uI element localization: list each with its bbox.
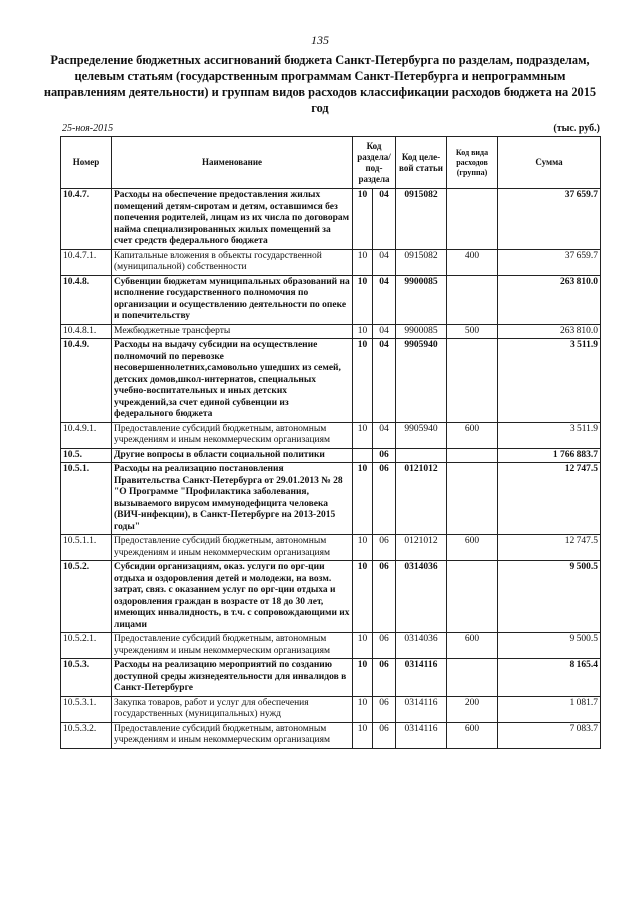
row-name: Предоставление субсидий бюджетным, автономным учреждениям и иным некоммерческим организациям (112, 633, 353, 659)
table-body (61, 189, 601, 749)
row-expense-type (447, 448, 498, 463)
row-target-code: 9905940 (396, 422, 447, 448)
table-row (61, 659, 601, 697)
row-expense-type: 600 (447, 722, 498, 748)
table-row (61, 535, 601, 561)
row-target-code: 0121012 (396, 535, 447, 561)
row-number: 10.5.2. (61, 561, 112, 633)
row-section-code: 10 (353, 633, 373, 659)
row-target-code: 0314116 (396, 696, 447, 722)
row-sum: 12 747.5 (498, 463, 601, 535)
table-row (61, 696, 601, 722)
row-target-code: 0314116 (396, 722, 447, 748)
header-name: Наименование (112, 137, 353, 189)
row-name: Предоставление субсидий бюджетным, автономным учреждениям и иным некоммерческим организациям (112, 422, 353, 448)
row-number: 10.4.9. (61, 339, 112, 423)
row-number: 10.5.3. (61, 659, 112, 697)
row-number: 10.5.1.1. (61, 535, 112, 561)
row-name: Предоставление субсидий бюджетным, автономным учреждениям и иным некоммерческим организациям (112, 535, 353, 561)
row-target-code: 9900085 (396, 275, 447, 324)
document-date: 25-ноя-2015 (62, 123, 114, 134)
table-row (61, 448, 601, 463)
row-name: Расходы на обеспечение предоставления жилых помещений детям-сиротам и детям, оставшимся без попечения родителей, лицам из их числа по договорам найма специализированных жилых помещений за счет средств федерального бюджета (112, 189, 353, 250)
row-section-code: 10 (353, 722, 373, 748)
row-subsection-code: 04 (373, 189, 396, 250)
row-expense-type (447, 275, 498, 324)
row-sum: 1 766 883.7 (498, 448, 601, 463)
row-number: 10.4.7.1. (61, 249, 112, 275)
row-section-code (353, 448, 373, 463)
table-row (61, 422, 601, 448)
header-expense-type: Код вида расходов (группа) (447, 137, 498, 189)
table-row (61, 249, 601, 275)
table-row (61, 561, 601, 633)
row-subsection-code: 06 (373, 722, 396, 748)
row-number: 10.4.7. (61, 189, 112, 250)
row-section-code: 10 (353, 561, 373, 633)
row-section-code: 10 (353, 463, 373, 535)
row-target-code: 9900085 (396, 324, 447, 339)
budget-table (60, 136, 601, 749)
row-name: Субсидии организациям, оказ. услуги по орг-ции отдыха и оздоровления детей и молодежи, на возм. затрат, связ. с оказанием услуг по орг-ции отдыха и оздоровления граждан в возрасте от 18 до 30 лет, имеющих инвалидность, в т.ч. с сопровождающими их лицами (112, 561, 353, 633)
row-target-code: 0314116 (396, 659, 447, 697)
row-expense-type: 600 (447, 633, 498, 659)
row-sum: 37 659.7 (498, 249, 601, 275)
row-subsection-code: 04 (373, 275, 396, 324)
row-expense-type: 500 (447, 324, 498, 339)
row-sum: 9 500.5 (498, 561, 601, 633)
row-subsection-code: 04 (373, 249, 396, 275)
row-section-code: 10 (353, 659, 373, 697)
table-row (61, 275, 601, 324)
row-sum: 8 165.4 (498, 659, 601, 697)
row-name: Межбюджетные трансферты (112, 324, 353, 339)
row-name: Расходы на выдачу субсидии на осуществление полномочий по перевозке несовершеннолетних,самовольно ушедших из семей, детских домов,школ-интернатов, специальных учебно-воспитательных и иных детских учреждений,за счет единой субвенции из федерального бюджета (112, 339, 353, 423)
row-target-code: 0915082 (396, 189, 447, 250)
table-row (61, 463, 601, 535)
row-number: 10.5.1. (61, 463, 112, 535)
row-subsection-code: 06 (373, 659, 396, 697)
row-number: 10.4.8. (61, 275, 112, 324)
row-section-code: 10 (353, 339, 373, 423)
row-section-code: 10 (353, 535, 373, 561)
row-expense-type: 400 (447, 249, 498, 275)
row-subsection-code: 06 (373, 448, 396, 463)
row-section-code: 10 (353, 696, 373, 722)
row-name: Капитальные вложения в объекты государственной (муниципальной) собственности (112, 249, 353, 275)
row-sum: 1 081.7 (498, 696, 601, 722)
row-subsection-code: 06 (373, 696, 396, 722)
table-row (61, 722, 601, 748)
row-sum: 263 810.0 (498, 324, 601, 339)
table-row (61, 324, 601, 339)
row-number: 10.5.3.1. (61, 696, 112, 722)
row-section-code: 10 (353, 275, 373, 324)
row-target-code (396, 448, 447, 463)
row-sum: 3 511.9 (498, 339, 601, 423)
table-row (61, 339, 601, 423)
row-subsection-code: 06 (373, 633, 396, 659)
row-sum: 37 659.7 (498, 189, 601, 250)
row-target-code: 0314036 (396, 633, 447, 659)
row-name: Закупка товаров, работ и услуг для обеспечения государственных (муниципальных) нужд (112, 696, 353, 722)
row-expense-type: 600 (447, 535, 498, 561)
row-expense-type: 600 (447, 422, 498, 448)
row-section-code: 10 (353, 422, 373, 448)
row-expense-type (447, 659, 498, 697)
row-name: Другие вопросы в области социальной политики (112, 448, 353, 463)
row-name: Расходы на реализацию мероприятий по созданию доступной среды жизнедеятельности для инвалидов в Санкт-Петербурге (112, 659, 353, 697)
row-number: 10.5. (61, 448, 112, 463)
header-section-code: Код раздела/ под-раздела (353, 137, 396, 189)
row-subsection-code: 06 (373, 535, 396, 561)
row-subsection-code: 04 (373, 422, 396, 448)
table-row (61, 189, 601, 250)
row-sum: 7 083.7 (498, 722, 601, 748)
table-row (61, 633, 601, 659)
row-target-code: 9905940 (396, 339, 447, 423)
row-name: Предоставление субсидий бюджетным, автономным учреждениям и иным некоммерческим организациям (112, 722, 353, 748)
page-number: 135 (311, 33, 329, 47)
row-expense-type (447, 561, 498, 633)
row-sum: 3 511.9 (498, 422, 601, 448)
row-expense-type (447, 463, 498, 535)
row-subsection-code: 04 (373, 324, 396, 339)
table-header-row (61, 137, 601, 189)
document-title: Распределение бюджетных ассигнований бюджета Санкт-Петербурга по разделам, подразделам, целевым статьям (государственным программам Санкт-Петербурга и непрограммным направлениям деятельности) и группам видов расходов классификации расходов бюджета на 2015 год (43, 53, 597, 115)
row-expense-type (447, 189, 498, 250)
row-name: Расходы на реализацию постановления Правительства Санкт-Петербурга от 29.01.2013 № 28 "О Программе "Профилактика заболевания, вызываемого вирусом иммунодефицита человека (ВИЧ-инфекции), в Санкт-Петербурге на 2013-2015 годы" (112, 463, 353, 535)
row-section-code: 10 (353, 189, 373, 250)
row-section-code: 10 (353, 324, 373, 339)
row-number: 10.5.2.1. (61, 633, 112, 659)
header-number: Номер (61, 137, 112, 189)
row-name: Субвенции бюджетам муниципальных образований на исполнение государственного полномочия по организации и осуществлению деятельности по опеке и попечительству (112, 275, 353, 324)
row-sum: 9 500.5 (498, 633, 601, 659)
row-target-code: 0121012 (396, 463, 447, 535)
header-sum: Сумма (498, 137, 601, 189)
row-section-code: 10 (353, 249, 373, 275)
row-sum: 12 747.5 (498, 535, 601, 561)
currency-unit: (тыс. руб.) (553, 123, 600, 134)
row-sum: 263 810.0 (498, 275, 601, 324)
row-target-code: 0314036 (396, 561, 447, 633)
row-target-code: 0915082 (396, 249, 447, 275)
row-number: 10.4.9.1. (61, 422, 112, 448)
row-expense-type (447, 339, 498, 423)
row-subsection-code: 04 (373, 339, 396, 423)
row-number: 10.4.8.1. (61, 324, 112, 339)
row-expense-type: 200 (447, 696, 498, 722)
row-subsection-code: 06 (373, 463, 396, 535)
row-number: 10.5.3.2. (61, 722, 112, 748)
header-target-code: Код целе-вой статьи (396, 137, 447, 189)
row-subsection-code: 06 (373, 561, 396, 633)
